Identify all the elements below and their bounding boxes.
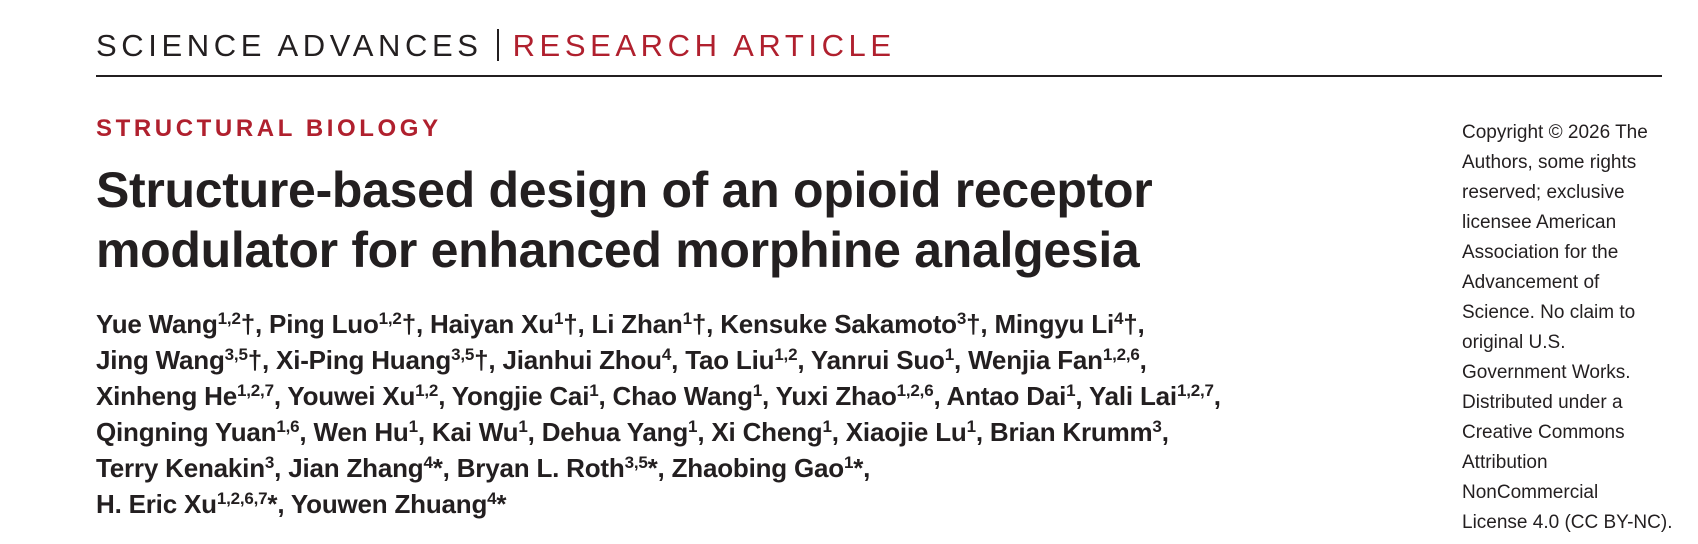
author-separator: ,	[273, 381, 288, 411]
author	[720, 309, 994, 339]
author-affiliation: 1	[944, 345, 954, 364]
author	[968, 345, 1147, 375]
author-line	[96, 378, 1396, 414]
author-affiliation: 1,2	[378, 309, 402, 328]
author-affiliation: 1	[752, 381, 763, 400]
author-separator: ,	[488, 345, 503, 375]
author-affiliation: 4	[1113, 309, 1124, 328]
author-line	[96, 486, 1396, 522]
author	[542, 417, 712, 447]
author-affiliation: 3	[264, 453, 275, 472]
author-separator: ,	[671, 345, 686, 375]
author-separator: ,	[598, 381, 613, 411]
corresponding-author-mark: *	[267, 489, 278, 519]
copyright-line: License 4.0 (CC BY-NC).	[1462, 512, 1673, 533]
copyright-line: Authors, some rights	[1462, 152, 1637, 173]
author-name: Terry Kenakin	[96, 453, 265, 483]
corresponding-author-mark: *	[647, 453, 658, 483]
author-separator: ,	[1139, 345, 1147, 375]
masthead-divider	[497, 29, 499, 61]
author-separator: ,	[797, 345, 811, 375]
author-name: Li Zhan	[591, 309, 683, 339]
corresponding-author-mark: *	[853, 453, 864, 483]
author-affiliation: 1	[589, 381, 599, 400]
author-separator: ,	[277, 489, 291, 519]
author-name: Dehua Yang	[541, 417, 689, 447]
author	[592, 309, 721, 339]
author-name: Tao Liu	[685, 345, 775, 375]
author-affiliation: 1,2,6,7	[216, 489, 268, 508]
author-name: Yali Lai	[1088, 381, 1177, 411]
author-list	[96, 306, 1396, 522]
copyright-line: Association for the	[1462, 242, 1619, 263]
author-separator: ,	[863, 453, 871, 483]
author-name: Xi Cheng	[711, 417, 823, 447]
article-title	[96, 160, 1396, 280]
author-affiliation: 1,2,7	[237, 381, 274, 400]
title-line: Structure-based design of an opioid receptor	[96, 162, 1153, 218]
author	[811, 345, 968, 375]
author-separator: ,	[274, 453, 289, 483]
author-affiliation: 4	[487, 489, 497, 508]
author-separator: ,	[831, 417, 846, 447]
author-separator: ,	[438, 381, 452, 411]
author-affiliation: 3	[956, 309, 967, 328]
author-name: Kai Wu	[431, 417, 519, 447]
author	[96, 489, 291, 519]
author-separator: ,	[762, 381, 776, 411]
author	[96, 381, 287, 411]
author-name: Chao Wang	[612, 381, 753, 411]
author-name: Jian Zhang	[288, 453, 424, 483]
author-name: Youwei Xu	[287, 381, 416, 411]
author	[287, 381, 451, 411]
equal-contribution-mark: †	[240, 309, 255, 339]
copyright-line: Government Works.	[1462, 362, 1631, 383]
author-separator: ,	[1075, 381, 1089, 411]
corresponding-author-mark: *	[432, 453, 443, 483]
author	[96, 309, 269, 339]
author-name: Brian Krumm	[989, 417, 1153, 447]
author-affiliation: 1,2	[217, 309, 241, 328]
author-affiliation: 1	[408, 417, 418, 436]
copyright-line: Creative Commons	[1462, 422, 1625, 443]
author-separator: ,	[442, 453, 457, 483]
author-name: Haiyan Xu	[430, 309, 554, 339]
author-separator: ,	[1137, 309, 1145, 339]
author-name: Yanrui Suo	[810, 345, 945, 375]
author-line	[96, 450, 1396, 486]
header-rule	[96, 75, 1662, 77]
author-name: Youwen Zhuang	[290, 489, 488, 519]
equal-contribution-mark: †	[401, 309, 416, 339]
equal-contribution-mark: †	[966, 309, 981, 339]
author-separator: ,	[527, 417, 542, 447]
author-affiliation: 1,6	[276, 417, 300, 436]
author	[96, 453, 288, 483]
author	[846, 417, 990, 447]
author-name: Yongjie Cai	[451, 381, 590, 411]
copyright-line: licensee American	[1462, 212, 1617, 233]
author	[1089, 381, 1221, 411]
section-label: STRUCTURAL BIOLOGY	[96, 115, 442, 142]
article-type: RESEARCH ARTICLE	[512, 28, 896, 63]
author-affiliation: 3	[1152, 417, 1162, 436]
author-separator: ,	[980, 309, 995, 339]
copyright-line: Attribution	[1462, 452, 1548, 473]
author-affiliation: 1	[966, 417, 976, 436]
author-affiliation: 1,2	[774, 345, 798, 364]
copyright-line: NonCommercial	[1462, 482, 1599, 503]
equal-contribution-mark: †	[563, 309, 578, 339]
author-separator: ,	[299, 417, 314, 447]
author-name: Zhaobing Gao	[671, 453, 844, 483]
author	[313, 417, 431, 447]
author	[269, 309, 430, 339]
author-separator: ,	[706, 309, 721, 339]
author	[994, 309, 1144, 339]
author	[685, 345, 811, 375]
author-line	[96, 306, 1396, 342]
author	[711, 417, 845, 447]
author-name: H. Eric Xu	[96, 489, 217, 519]
author-affiliation: 1	[822, 417, 832, 436]
author	[947, 381, 1089, 411]
author-affiliation: 1	[843, 453, 854, 472]
author	[432, 417, 542, 447]
author	[96, 345, 276, 375]
equal-contribution-mark: †	[474, 345, 489, 375]
author	[96, 417, 313, 447]
author-name: Xi-Ping Huang	[276, 345, 452, 375]
journal-masthead	[96, 26, 896, 66]
author-separator: ,	[657, 453, 672, 483]
author-affiliation: 3,5	[224, 345, 248, 364]
author-name: Xinheng He	[96, 381, 238, 411]
author-line	[96, 414, 1396, 450]
author-separator: ,	[261, 345, 277, 375]
author-affiliation: 1	[688, 417, 698, 436]
author-separator: ,	[577, 309, 592, 339]
author	[288, 453, 457, 483]
author-separator: ,	[1213, 381, 1221, 411]
author-name: Wenjia Fan	[968, 345, 1103, 375]
author-name: Jing Wang	[96, 345, 225, 375]
author-affiliation: 1	[682, 309, 692, 328]
author-name: Kensuke Sakamoto	[720, 309, 957, 339]
author	[452, 381, 613, 411]
copyright-line: Distributed under a	[1462, 392, 1623, 413]
author-name: Xiaojie Lu	[845, 417, 967, 447]
equal-contribution-mark: †	[691, 309, 707, 339]
corresponding-author-mark: *	[496, 489, 507, 519]
copyright-line: original U.S.	[1462, 332, 1566, 353]
author-name: Yuxi Zhao	[775, 381, 897, 411]
copyright-line: reserved; exclusive	[1462, 182, 1625, 203]
author	[276, 345, 502, 375]
journal-name: SCIENCE ADVANCES	[96, 28, 483, 63]
author	[502, 345, 685, 375]
author-affiliation: 1,2,6	[896, 381, 934, 400]
copyright-line: Advancement of	[1462, 272, 1600, 293]
author-name: Bryan L. Roth	[456, 453, 625, 483]
author	[672, 453, 871, 483]
copyright-notice	[1462, 118, 1682, 538]
author-affiliation: 1,2,7	[1176, 381, 1214, 400]
author-affiliation: 4	[661, 345, 672, 364]
author-name: Yue Wang	[96, 309, 218, 339]
author-name: Mingyu Li	[994, 309, 1114, 339]
author-separator: ,	[417, 417, 432, 447]
author-affiliation: 1	[518, 417, 528, 436]
title-line: modulator for enhanced morphine analgesia	[96, 222, 1140, 278]
author	[291, 489, 506, 519]
author-separator: ,	[1161, 417, 1169, 447]
equal-contribution-mark: †	[247, 345, 262, 375]
author-affiliation: 1,2,6	[1102, 345, 1140, 364]
author	[990, 417, 1169, 447]
author	[776, 381, 947, 411]
author-name: Ping Luo	[269, 309, 379, 339]
author-affiliation: 4	[423, 453, 433, 472]
author-line	[96, 342, 1396, 378]
author-affiliation: 1,2	[415, 381, 439, 400]
author	[430, 309, 592, 339]
copyright-line: Science. No claim to	[1462, 302, 1636, 323]
author-separator: ,	[933, 381, 947, 411]
author-separator: ,	[254, 309, 270, 339]
author-affiliation: 3,5	[451, 345, 475, 364]
author	[613, 381, 776, 411]
author-separator: ,	[697, 417, 712, 447]
equal-contribution-mark: †	[1123, 309, 1138, 339]
author-separator: ,	[975, 417, 990, 447]
author-affiliation: 1	[1066, 381, 1076, 400]
author-name: Wen Hu	[313, 417, 409, 447]
author-separator: ,	[415, 309, 431, 339]
author-affiliation: 1	[553, 309, 564, 328]
copyright-line: Copyright © 2026 The	[1462, 122, 1648, 143]
author-name: Jianhui Zhou	[502, 345, 662, 375]
author-affiliation: 3,5	[624, 453, 648, 472]
author-name: Qingning Yuan	[96, 417, 277, 447]
author-name: Antao Dai	[946, 381, 1067, 411]
author	[457, 453, 672, 483]
author-separator: ,	[954, 345, 969, 375]
